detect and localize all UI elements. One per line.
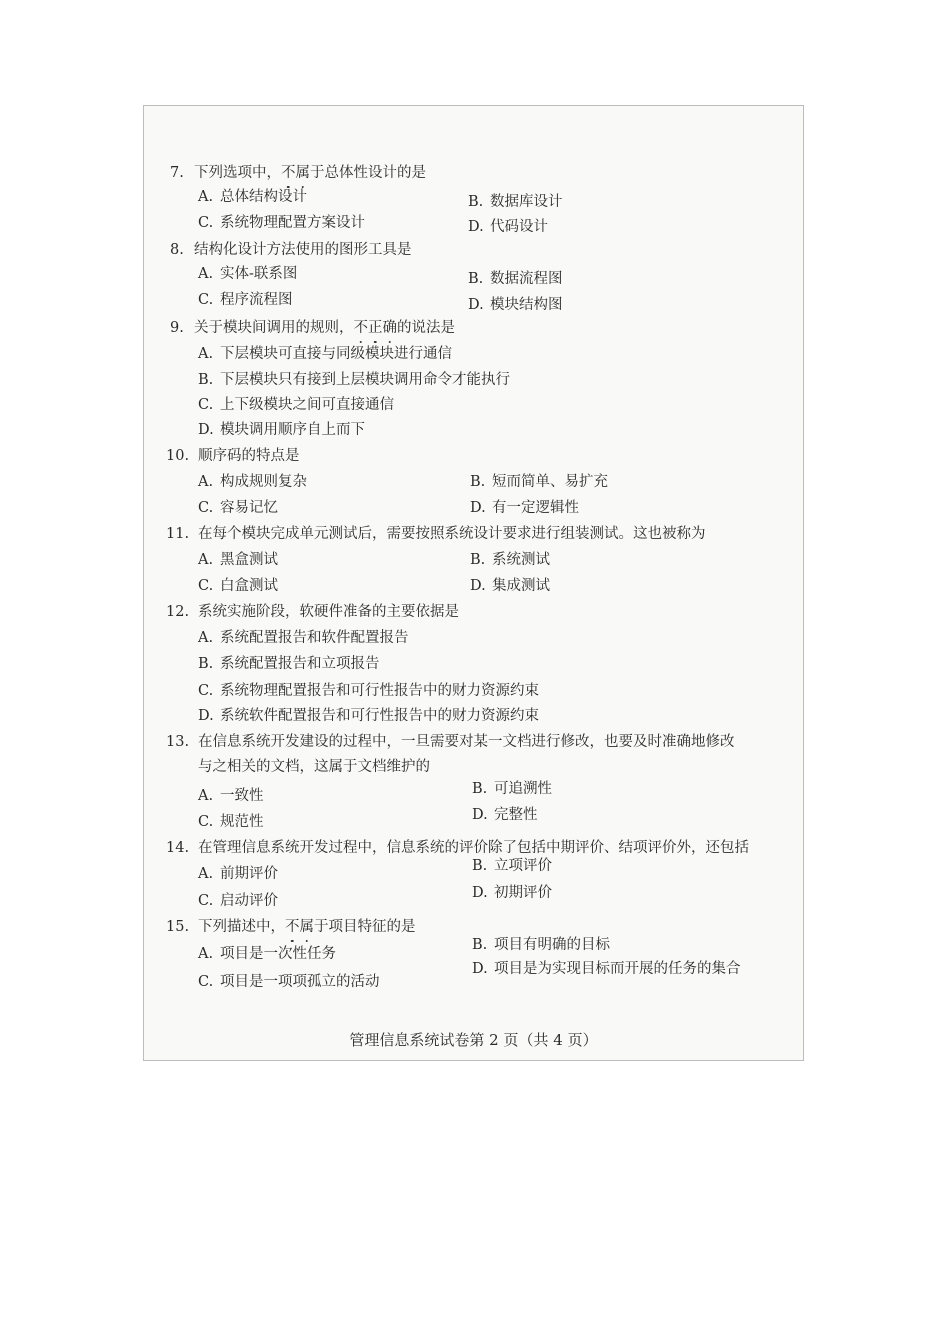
question-7-option-c: C. 系统物理配置方案设计 bbox=[198, 215, 365, 231]
question-11-option-d: D. 集成测试 bbox=[470, 578, 550, 594]
question-13-option-a: A. 一致性 bbox=[198, 788, 264, 804]
question-8: 8. 结构化设计方法使用的图形工具是 bbox=[170, 242, 412, 258]
question-11: 11. 在每个模块完成单元测试后，需要按照系统设计要求进行组装测试。这也被称为 bbox=[166, 526, 706, 542]
question-14-option-d: D. 初期评价 bbox=[472, 885, 552, 901]
question-15-option-b: B. 项目有明确的目标 bbox=[472, 937, 610, 953]
question-12: 12. 系统实施阶段，软硬件准备的主要依据是 bbox=[166, 604, 459, 620]
question-15: 15. 下列描述中，不属于项目特征的是 bbox=[166, 919, 416, 935]
question-7-option-a: A. 总体结构设计 bbox=[198, 189, 307, 205]
question-13: 13. 在信息系统开发建设的过程中，一旦需要对某一文档进行修改，也要及时准确地修改 bbox=[166, 734, 735, 750]
question-15-option-d: D. 项目是为实现目标而开展的任务的集合 bbox=[472, 961, 741, 977]
question-7-option-b: B. 数据库设计 bbox=[468, 194, 563, 210]
question-12-option-a: A. 系统配置报告和软件配置报告 bbox=[198, 630, 409, 646]
question-10-option-d: D. 有一定逻辑性 bbox=[470, 500, 579, 516]
question-15-option-a: A. 项目是一次性任务 bbox=[198, 946, 336, 962]
question-15-option-c: C. 项目是一项项孤立的活动 bbox=[198, 974, 380, 990]
question-10-option-b: B. 短而简单、易扩充 bbox=[470, 474, 608, 490]
question-9-option-d: D. 模块调用顺序自上而下 bbox=[198, 422, 365, 438]
question-12-option-d: D. 系统软件配置报告和可行性报告中的财力资源约束 bbox=[198, 708, 539, 724]
question-14-option-b: B. 立项评价 bbox=[472, 858, 552, 874]
emphasis-char: 正 bbox=[368, 320, 383, 336]
question-10: 10. 顺序码的特点是 bbox=[166, 448, 300, 464]
question-9-option-b: B. 下层模块只有接到上层模块调用命令才能执行 bbox=[198, 372, 510, 388]
question-13-option-b: B. 可追溯性 bbox=[472, 781, 552, 797]
question-10-option-a: A. 构成规则复杂 bbox=[198, 474, 307, 490]
question-9: 9. 关于模块间调用的规则，不正确的说法是 bbox=[170, 320, 455, 336]
question-9-option-c: C. 上下级模块之间可直接通信 bbox=[198, 397, 394, 413]
question-10-option-c: C. 容易记忆 bbox=[198, 500, 278, 516]
question-9-option-a: A. 下层模块可直接与同级模块进行通信 bbox=[198, 346, 452, 362]
question-8-option-c: C. 程序流程图 bbox=[198, 292, 293, 308]
emphasis-char: 确 bbox=[382, 320, 397, 336]
question-12-option-c: C. 系统物理配置报告和可行性报告中的财力资源约束 bbox=[198, 683, 539, 699]
question-11-option-a: A. 黑盒测试 bbox=[198, 552, 278, 568]
emphasis-char: 属 bbox=[299, 919, 314, 935]
scanned-exam-page bbox=[143, 105, 804, 1061]
question-14-option-c: C. 启动评价 bbox=[198, 893, 278, 909]
question-14-option-a: A. 前期评价 bbox=[198, 866, 278, 882]
question-7: 7. 下列选项中，不属于总体性设计的是 bbox=[170, 165, 426, 181]
question-11-option-b: B. 系统测试 bbox=[470, 552, 550, 568]
question-13-option-c: C. 规范性 bbox=[198, 814, 264, 830]
question-11-option-c: C. 白盒测试 bbox=[198, 578, 278, 594]
emphasis-char: 不 bbox=[281, 165, 296, 181]
question-8-option-a: A. 实体-联系图 bbox=[198, 266, 298, 282]
question-12-option-b: B. 系统配置报告和立项报告 bbox=[198, 656, 380, 672]
question-7-option-d: D. 代码设计 bbox=[468, 219, 548, 235]
page-footer: 管理信息系统试卷第 2 页（共 4 页） bbox=[349, 1031, 598, 1049]
emphasis-char: 属 bbox=[295, 165, 310, 181]
question-14: 14. 在管理信息系统开发过程中，信息系统的评价除了包括中期评价、结项评价外，还包括 bbox=[166, 840, 749, 856]
question-13-continuation: 与之相关的文档，这属于文档维护的 bbox=[198, 759, 430, 775]
question-8-option-b: B. 数据流程图 bbox=[468, 271, 563, 287]
question-13-option-d: D. 完整性 bbox=[472, 807, 538, 823]
emphasis-char: 不 bbox=[353, 320, 368, 336]
question-8-option-d: D. 模块结构图 bbox=[468, 297, 563, 313]
emphasis-char: 不 bbox=[285, 919, 300, 935]
